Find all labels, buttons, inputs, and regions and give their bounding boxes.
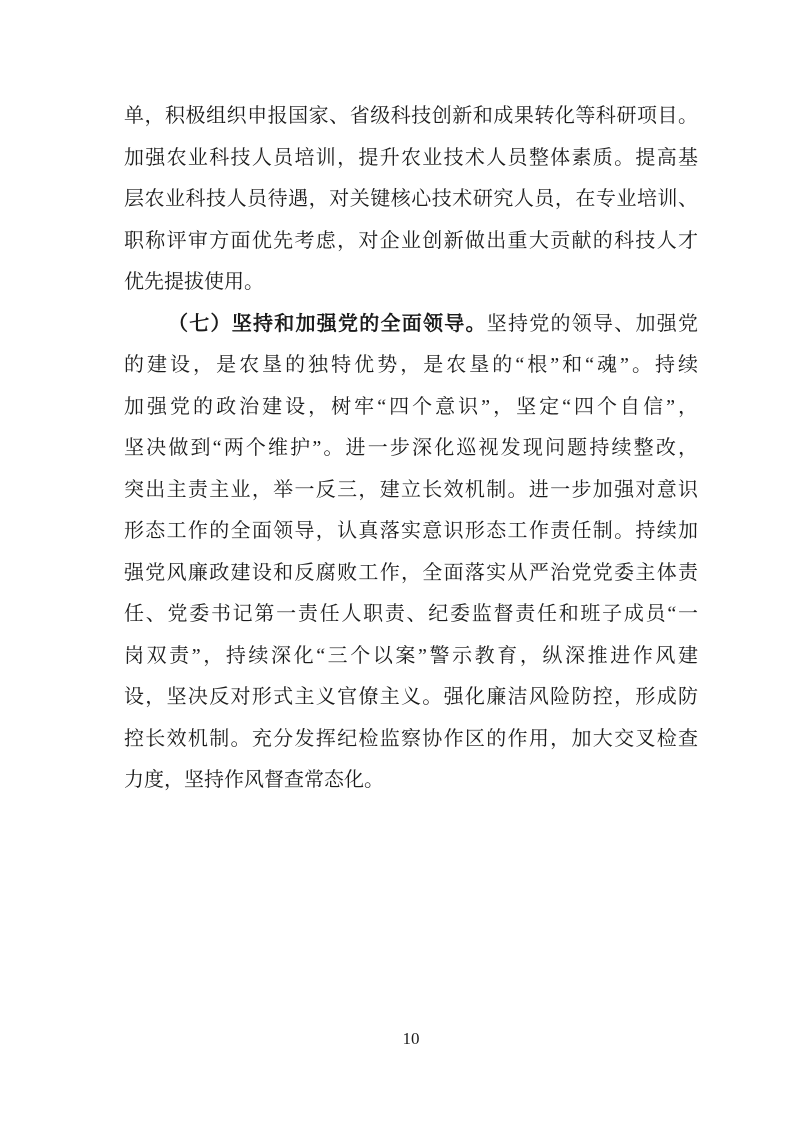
body-text: 强党风廉政建设和反腐败工作，全面落实从严治党党委主体责 [124,561,698,584]
body-text: 优先提拔使用。 [124,271,264,293]
text-line [124,677,698,719]
text-line [124,760,698,802]
body-text: 职称评审方面优先考虑，对企业创新做出重大贡献的科技人才 [124,229,698,252]
text-line [124,221,698,263]
text-line [124,428,698,470]
text-line [124,511,698,553]
page-number: 10 [402,1029,420,1048]
text-line [124,96,698,138]
body-text: 加强农业科技人员培训，提升农业技术人员整体素质。提高基 [124,146,698,169]
text-line [124,594,698,636]
text-line [124,138,698,180]
body-text: 任、党委书记第一责任人职责、纪委监督责任和班子成员“一 [124,603,698,625]
body-text: 突出主责主业，举一反三，建立长效机制。进一步加强对意识 [124,478,698,501]
text-line [124,304,698,346]
body-text: 坚决做到“两个维护”。进一步深化巡视发现问题持续整改， [124,437,698,459]
text-line [124,179,698,221]
body-text: 设，坚决反对形式主义官僚主义。强化廉洁风险防控，形成防 [124,686,698,708]
body-text: 力度，坚持作风督查常态化。 [124,769,384,791]
body-text: 加强党的政治建设，树牢“四个意识”，坚定“四个自信”， [124,395,698,418]
body-text: 坚持党的领导、加强党 [486,312,698,335]
text-line [124,262,698,304]
body-text: 的建设，是农垦的独特优势，是农垦的“根”和“魂”。持续 [124,354,698,376]
body-text: 岗双责”，持续深化“三个以案”警示教育，纵深推进作风建 [124,644,698,667]
body-text: 层农业科技人员待遇，对关键核心技术研究人员，在专业培训、 [124,188,698,210]
text-line [124,553,698,595]
text-line [124,636,698,678]
section-heading: （七）坚持和加强党的全面领导。 [168,312,487,335]
text-line [124,345,698,387]
text-block [124,96,698,802]
body-text: 控长效机制。充分发挥纪检监察协作区的作用，加大交叉检查 [124,727,698,750]
body-text: 形态工作的全面领导，认真落实意识形态工作责任制。持续加 [124,520,698,542]
body-text: 单，积极组织申报国家、省级科技创新和成果转化等科研项目。 [124,105,698,127]
text-line [124,719,698,761]
text-line [124,470,698,512]
text-line [124,387,698,429]
